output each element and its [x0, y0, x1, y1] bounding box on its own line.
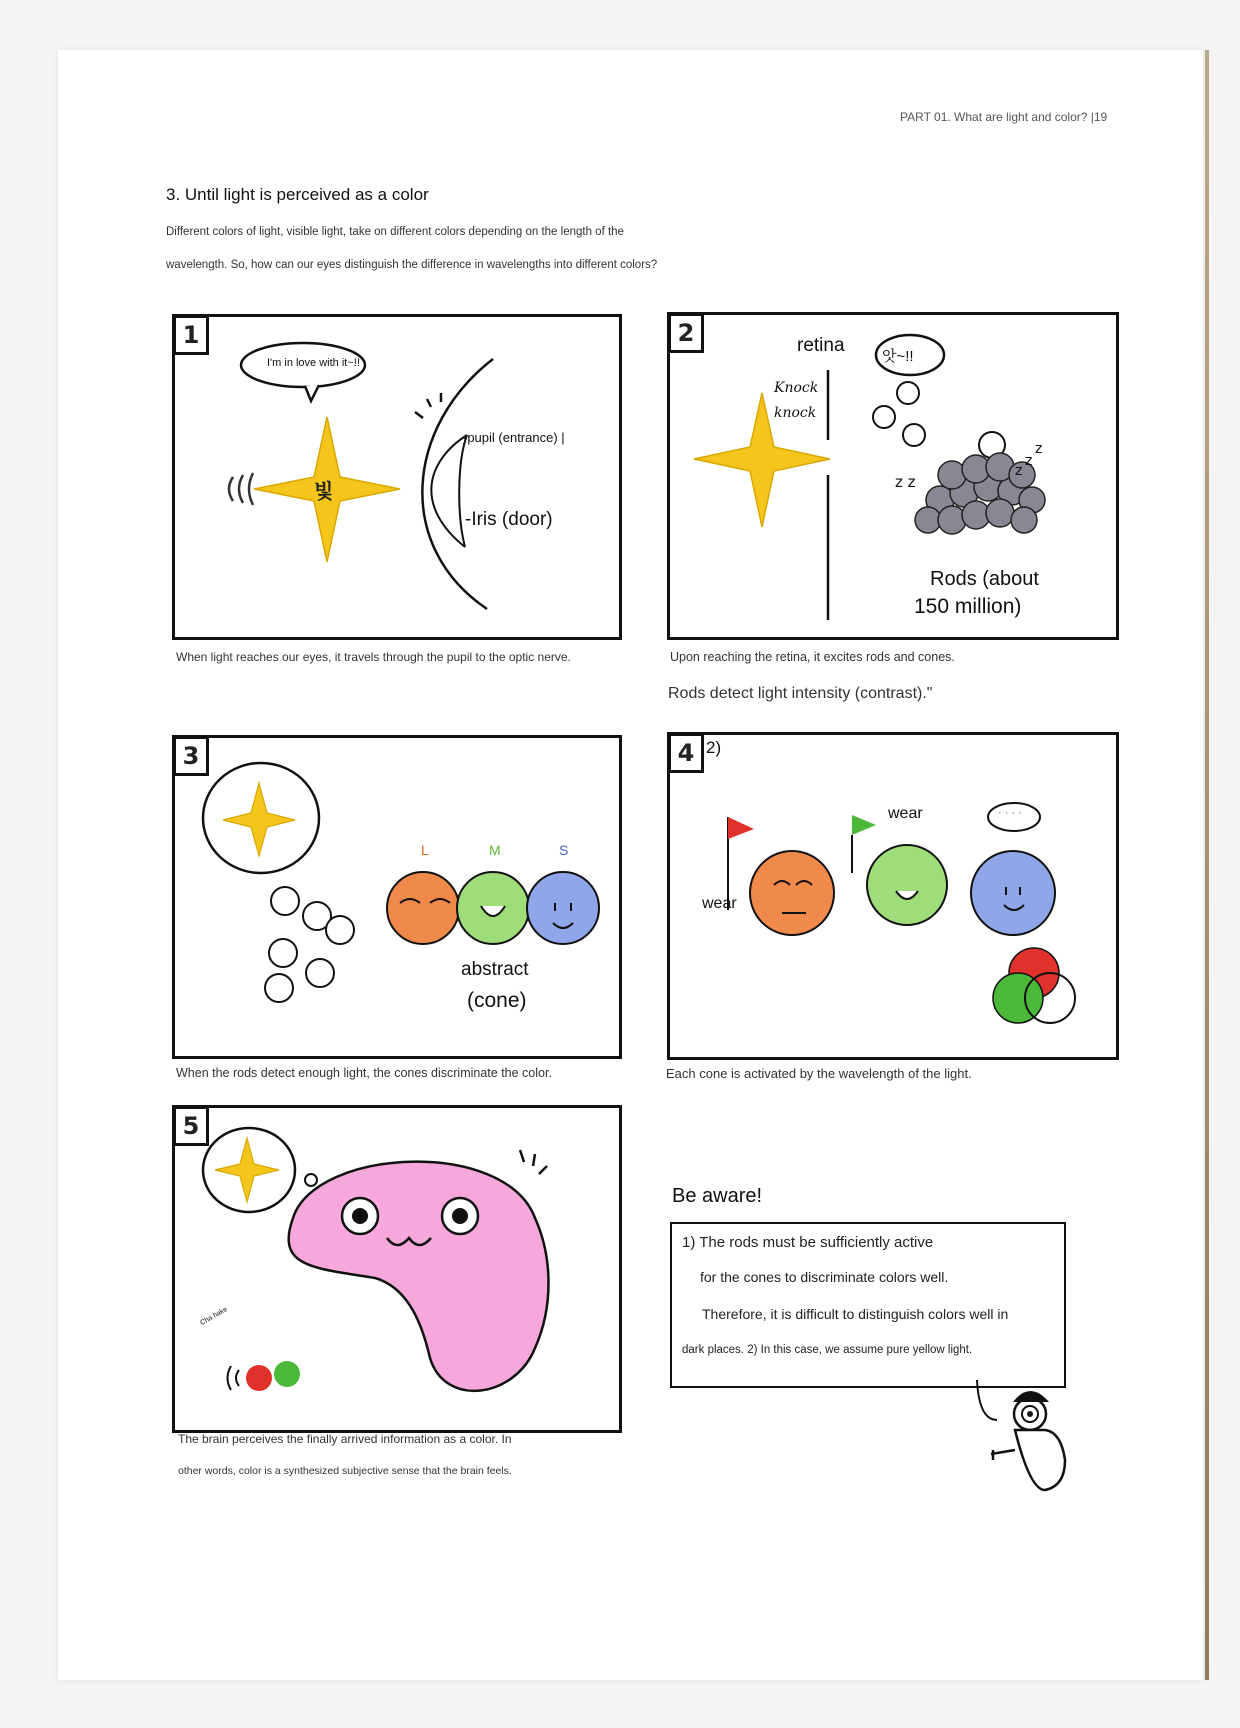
svg-text:z: z	[1015, 463, 1023, 479]
svg-text:z z: z z	[895, 473, 916, 491]
svg-text:z: z	[1025, 453, 1033, 469]
green-cone-icon	[274, 1361, 300, 1387]
panel-5-caption-line-1: The brain perceives the finally arrived information as a color. In	[178, 1432, 512, 1446]
sparkle-lines-icon	[415, 393, 441, 418]
page-spine	[1205, 50, 1209, 1680]
panel-1	[172, 314, 622, 640]
panel-1-illustration	[175, 317, 619, 637]
motion-lines-icon	[229, 473, 253, 505]
cone-l-face-icon	[750, 851, 834, 935]
rod-cell-icon	[873, 406, 895, 428]
knock-text-1: Knock	[774, 380, 819, 396]
panel-1-caption: When light reaches our eyes, it travels through the pupil to the optic nerve.	[176, 650, 571, 664]
speech-text: I'm in love with it~!!	[267, 357, 360, 369]
wear-label-left: wear	[702, 895, 737, 912]
rods-label-line-2: 150 million)	[914, 595, 1022, 618]
panel-3	[172, 735, 622, 1059]
cone-s-icon	[527, 872, 599, 944]
exclaim-text: 앗~!!	[882, 348, 914, 365]
be-aware-title: Be aware!	[672, 1185, 763, 1207]
cone-s-face-icon	[971, 851, 1055, 935]
aware-line-4: dark places. 2) In this case, we assume pure yellow light.	[682, 1344, 973, 1356]
cone-m-label: M	[489, 842, 501, 858]
panel-5-illustration	[175, 1108, 619, 1430]
aware-line-2: for the cones to discriminate colors well.	[700, 1269, 949, 1285]
star-text: 빛	[314, 481, 334, 503]
sparkle-lines-icon	[520, 1150, 547, 1174]
intro-line-1: Different colors of light, visible light, take on different colors depending on the length of the	[166, 226, 624, 238]
intro-line-2: wavelength. So, how can our eyes distinguish the difference in wavelengths into different colors?	[166, 259, 658, 271]
section-title: 3. Until light is perceived as a color	[166, 185, 429, 204]
panel-4-suffix: 2)	[706, 738, 722, 757]
rod-cell-icon	[903, 424, 925, 446]
retina-label: retina	[797, 335, 845, 356]
cone-s-label: S	[559, 842, 569, 858]
panel-number-3: 3	[173, 736, 209, 776]
rods-label-line-1: Rods (about	[930, 568, 1039, 590]
panel-3-caption: When the rods detect enough light, the cones discriminate the color.	[176, 1066, 552, 1080]
green-flag-icon	[852, 815, 876, 835]
eye-outline-icon	[422, 359, 493, 609]
be-aware-box	[670, 1222, 1066, 1388]
panel-2-caption: Upon reaching the retina, it excites rods and cones.	[670, 650, 955, 664]
abstract-label: abstract	[461, 959, 529, 980]
narrator-character-icon	[975, 1380, 1085, 1500]
cone-m-face-icon	[867, 845, 947, 925]
panel-4-caption: Each cone is activated by the wavelength of the light.	[666, 1066, 972, 1081]
panel-5	[172, 1105, 622, 1433]
panel-number-1: 1	[173, 315, 209, 355]
aware-line-1: 1) The rods must be sufficiently active	[682, 1234, 934, 1251]
cone-label: (cone)	[467, 989, 527, 1012]
rods-group-icon	[265, 887, 354, 1002]
cone-l-label: L	[421, 842, 429, 858]
dots-text: · · · ·	[998, 807, 1022, 819]
panel-4	[667, 732, 1119, 1060]
cone-l-icon	[387, 872, 459, 944]
pupil-label: -pupil (entrance) |	[463, 430, 565, 445]
panel-3-illustration	[175, 738, 619, 1056]
iris-label: -Iris (door)	[465, 509, 553, 530]
red-cone-icon	[246, 1365, 272, 1391]
panel-2	[667, 312, 1119, 640]
running-head: PART 01. What are light and color? |19	[900, 110, 1108, 124]
panel-number-5: 5	[173, 1106, 209, 1146]
wear-label-top: wear	[888, 805, 923, 822]
panel-number-4: 4	[668, 733, 704, 773]
red-flag-icon	[728, 817, 754, 839]
cheer-text: Cha hake	[199, 1305, 229, 1328]
panel-number-2: 2	[668, 313, 704, 353]
rod-cell-icon	[897, 382, 919, 404]
aware-line-3: Therefore, it is difficult to distinguish colors well in	[702, 1306, 1009, 1322]
panel-2-caption-2: Rods detect light intensity (contrast)."	[668, 685, 933, 702]
knock-text-2: knock	[774, 405, 817, 421]
brain-character-icon	[289, 1162, 549, 1391]
panel-5-caption-line-2: other words, color is a synthesized subjective sense that the brain feels.	[178, 1465, 512, 1477]
svg-text:z: z	[1035, 441, 1043, 457]
